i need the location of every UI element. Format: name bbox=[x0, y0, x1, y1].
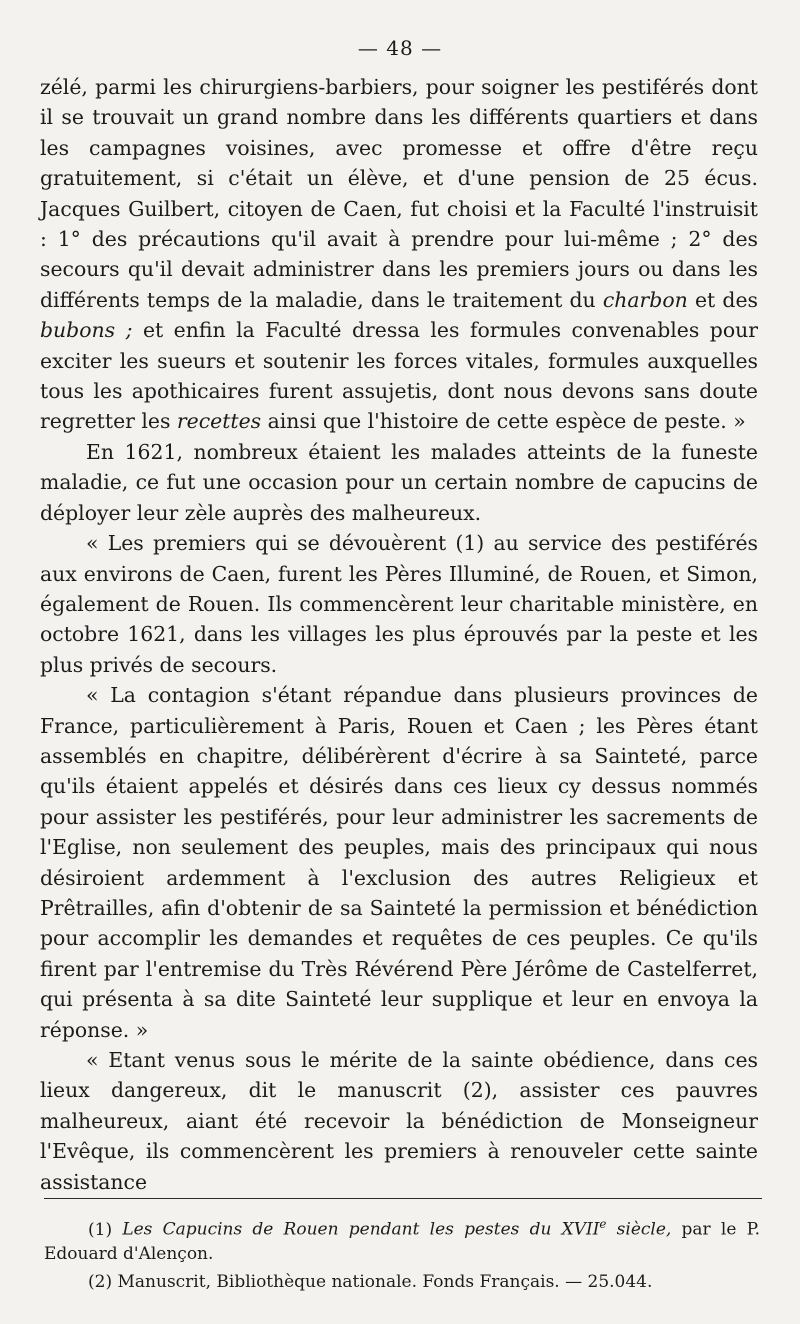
paragraph bbox=[40, 680, 758, 1045]
paragraph bbox=[40, 1045, 758, 1197]
footnote bbox=[44, 1270, 760, 1294]
text-run: et des bbox=[687, 287, 758, 312]
paragraph bbox=[40, 72, 758, 437]
italic-text: Les Capucins de Rouen pendant les pestes du XVII bbox=[122, 1219, 600, 1240]
text-run: « Etant venus sous le mérite de la sainte obédience, dans ces lieux dangereux, dit le manuscrit (2), assister ces pauvres malheureux, aiant été recevoir la bénédiction de Monseigneur l'Evêque, ils commencèrent les premiers à renouveler cette sainte assistance bbox=[40, 1048, 758, 1194]
footnote bbox=[44, 1212, 760, 1266]
page-number: — 48 — bbox=[357, 36, 443, 60]
footnote-number: (1) bbox=[88, 1219, 113, 1240]
text-run: et enfin la Faculté dressa les formules convenables pour exciter les sueurs et soutenir les forces vitales, formules auxquelles tous les apothicaires furent assujetis, dont nous devons sans doute regretter les bbox=[40, 318, 759, 434]
footnote-number: (2) bbox=[88, 1271, 113, 1292]
text-run: ainsi que l'histoire de cette espèce de peste. » bbox=[261, 409, 746, 434]
text-run: « Les premiers qui se dévouèrent (1) au service des pestiférés aux environs de Caen, furent les Pères Illuminé, de Rouen, et Simon, également de Rouen. Ils commencèrent leur charitable ministère, en octobre 1621, dans les villages les plus éprouvés par la peste et les plus privés de secours. bbox=[40, 531, 758, 677]
text-run: par le P. Edouard d'Alençon. bbox=[44, 1219, 760, 1264]
paragraph bbox=[40, 528, 758, 680]
paragraph bbox=[40, 437, 758, 528]
italic-text: siècle, bbox=[606, 1219, 672, 1240]
italic-text: bubons ; bbox=[40, 318, 133, 343]
text-run: zélé, parmi les chirurgiens-barbiers, pour soigner les pestiférés dont il se trouvait un grand nombre dans les différents quartiers et dans les campagnes voisines, avec promesse et offre d'être reçu gratuitement, si c'était un élève, et d'une pension de 25 écus. Jacques Guilbert, citoyen de Caen, fut choisi et la Faculté l'instruisit : 1° des précautions qu'il avait à prendre pour lui-même ; 2° des secours qu'il devait administrer dans les premiers jours ou dans les différents temps de la maladie, dans le traitement du bbox=[40, 75, 758, 312]
body-text bbox=[40, 72, 758, 1197]
footnotes bbox=[44, 1212, 760, 1298]
text-run: « La contagion s'étant répandue dans plusieurs provinces de France, particulièrement à Paris, Rouen et Caen ; les Pères étant assemblés en chapitre, délibérèrent d'écrire à sa Sainteté, parce qu'ils étaient appelés et désirés dans ces lieux cy dessus nommés pour assister les pestiférés, pour leur administrer les sacrements de l'Eglise, non seulement des peuples, mais des principaux qui nous désiroient ardemment à l'exclusion des autres Religieux et Prêtrailles, afin d'obtenir de sa Sainteté la permission et bénédiction pour accomplir les demandes et requêtes de ces peuples. Ce qu'ils firent par l'entremise du Très Révérend Père Jérôme de Castelferret, qui présenta à sa dite Sainteté leur supplique et leur en envoya la réponse. » bbox=[40, 683, 758, 1042]
italic-text: e bbox=[599, 1217, 607, 1231]
footnote-separator bbox=[44, 1198, 762, 1199]
italic-text: charbon bbox=[602, 287, 688, 312]
italic-text: recettes bbox=[176, 409, 262, 434]
text-run: Manuscrit, Bibliothèque nationale. Fonds Français. — 25.044. bbox=[117, 1271, 653, 1292]
text-run: En 1621, nombreux étaient les malades atteints de la funeste maladie, ce fut une occasion pour un certain nombre de capucins de déployer leur zèle auprès des malheureux. bbox=[40, 439, 758, 525]
